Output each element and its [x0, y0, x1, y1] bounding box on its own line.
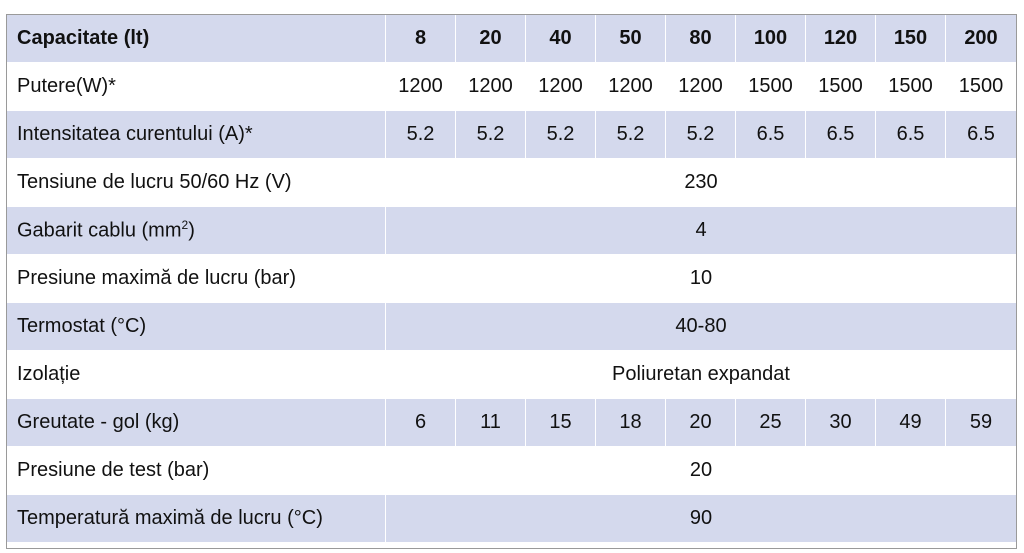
- table-row: [7, 207, 1017, 255]
- table-cell: 1200: [456, 63, 526, 111]
- merged-cell: 90: [386, 495, 1017, 543]
- row-label-text: Presiune de test (bar): [17, 459, 210, 481]
- table-cell: 20: [666, 399, 736, 447]
- row-label-superscript: 2: [181, 218, 189, 233]
- row-label-text: Tensiune de lucru 50/60 Hz (V): [17, 171, 292, 193]
- table-cell: 5.2: [596, 111, 666, 159]
- table-cell: 1200: [526, 63, 596, 111]
- table-cell: 5.2: [456, 111, 526, 159]
- table-cell: 11: [456, 399, 526, 447]
- table-header-row: [7, 15, 1017, 63]
- header-cell: 120: [806, 15, 876, 63]
- row-label-text: Izolație: [17, 363, 81, 385]
- table-row: [7, 63, 1017, 111]
- header-cell: 40: [526, 15, 596, 63]
- merged-cell: 20: [386, 447, 1017, 495]
- row-label: [7, 351, 386, 399]
- row-label-text: Gabarit cablu (mm: [17, 219, 182, 242]
- row-label: [7, 63, 386, 111]
- table-row: [7, 399, 1017, 447]
- table-cell: 1500: [806, 63, 876, 111]
- table-cell: 6: [386, 399, 456, 447]
- header-cell: 20: [456, 15, 526, 63]
- table-row: [7, 159, 1017, 207]
- table-cell: 1500: [876, 63, 946, 111]
- table-cell: 1200: [386, 63, 456, 111]
- table-cell: 6.5: [876, 111, 946, 159]
- header-cell: 200: [946, 15, 1017, 63]
- row-label-text: Temperatură maximă de lucru (°C): [17, 507, 323, 529]
- row-label: [7, 495, 386, 543]
- table-cell: 18: [596, 399, 666, 447]
- spec-table-container: [6, 14, 1017, 543]
- table-row: [7, 495, 1017, 543]
- header-cell: 80: [666, 15, 736, 63]
- table-cell: 1200: [596, 63, 666, 111]
- spec-table: [6, 14, 1017, 543]
- table-cell: 5.2: [666, 111, 736, 159]
- merged-cell: Poliuretan expandat: [386, 351, 1017, 399]
- row-label-suffix: ): [188, 219, 195, 242]
- row-label: [7, 399, 386, 447]
- merged-cell: 40-80: [386, 303, 1017, 351]
- table-cell: 6.5: [946, 111, 1017, 159]
- table-cell: 6.5: [736, 111, 806, 159]
- header-cell: 150: [876, 15, 946, 63]
- merged-cell: 4: [386, 207, 1017, 255]
- row-label: [7, 255, 386, 303]
- row-label-text: Putere(W)*: [17, 75, 116, 97]
- header-cell: 100: [736, 15, 806, 63]
- table-cell: 5.2: [386, 111, 456, 159]
- table-cell: 59: [946, 399, 1017, 447]
- row-label-text: Greutate - gol (kg): [17, 411, 180, 433]
- row-label: [7, 159, 386, 207]
- table-row: [7, 351, 1017, 399]
- row-label: [7, 303, 386, 351]
- row-label: [7, 207, 386, 255]
- table-row: [7, 303, 1017, 351]
- row-label-text: Termostat (°C): [17, 315, 147, 337]
- table-cell: 1500: [946, 63, 1017, 111]
- spec-table-body: [7, 15, 1017, 543]
- table-row: [7, 111, 1017, 159]
- table-cell: 1200: [666, 63, 736, 111]
- header-cell: 50: [596, 15, 666, 63]
- header-cell: 8: [386, 15, 456, 63]
- header-label: Capacitate (lt): [7, 15, 386, 63]
- table-cell: 1500: [736, 63, 806, 111]
- row-label-text: Intensitatea curentului (A)*: [17, 123, 253, 145]
- row-label: [7, 447, 386, 495]
- table-cell: 49: [876, 399, 946, 447]
- table-cell: 6.5: [806, 111, 876, 159]
- table-cell: 5.2: [526, 111, 596, 159]
- merged-cell: 230: [386, 159, 1017, 207]
- row-label-text: Presiune maximă de lucru (bar): [17, 267, 296, 289]
- table-cell: 25: [736, 399, 806, 447]
- table-cell: 15: [526, 399, 596, 447]
- table-cell: 30: [806, 399, 876, 447]
- table-row: [7, 447, 1017, 495]
- row-label: [7, 111, 386, 159]
- table-row: [7, 255, 1017, 303]
- merged-cell: 10: [386, 255, 1017, 303]
